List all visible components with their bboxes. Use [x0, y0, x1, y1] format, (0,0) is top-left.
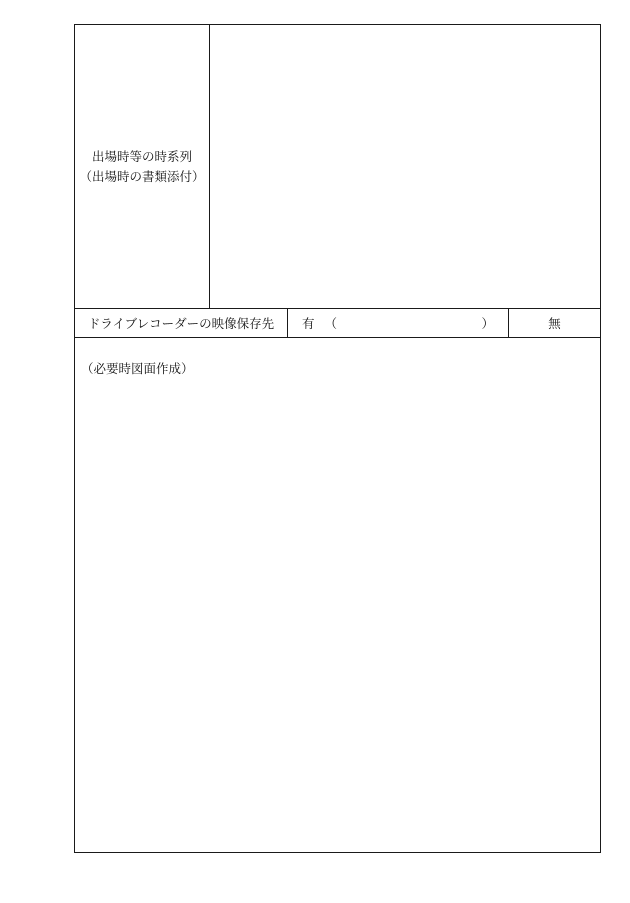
report-form	[74, 24, 601, 853]
recorder-no-label: 無	[548, 316, 561, 331]
recorder-yes-cell[interactable]	[288, 309, 509, 337]
recorder-label: ドライブレコーダーの映像保存先	[75, 309, 288, 337]
drawing-label: （必要時図面作成）	[81, 361, 194, 376]
timeline-sublabel: （出場時の書類添付）	[79, 168, 205, 184]
recorder-paren-close: ）	[481, 316, 494, 331]
recorder-row	[75, 309, 600, 338]
recorder-paren-open: （	[324, 316, 338, 331]
drawing-section[interactable]	[75, 338, 600, 852]
timeline-label: 出場時等の時系列	[91, 148, 192, 164]
timeline-section	[75, 25, 600, 309]
recorder-yes-label: 有	[302, 316, 315, 331]
recorder-no-cell[interactable]	[509, 309, 600, 337]
timeline-entry-area[interactable]	[210, 25, 600, 308]
timeline-label-cell	[75, 25, 210, 308]
